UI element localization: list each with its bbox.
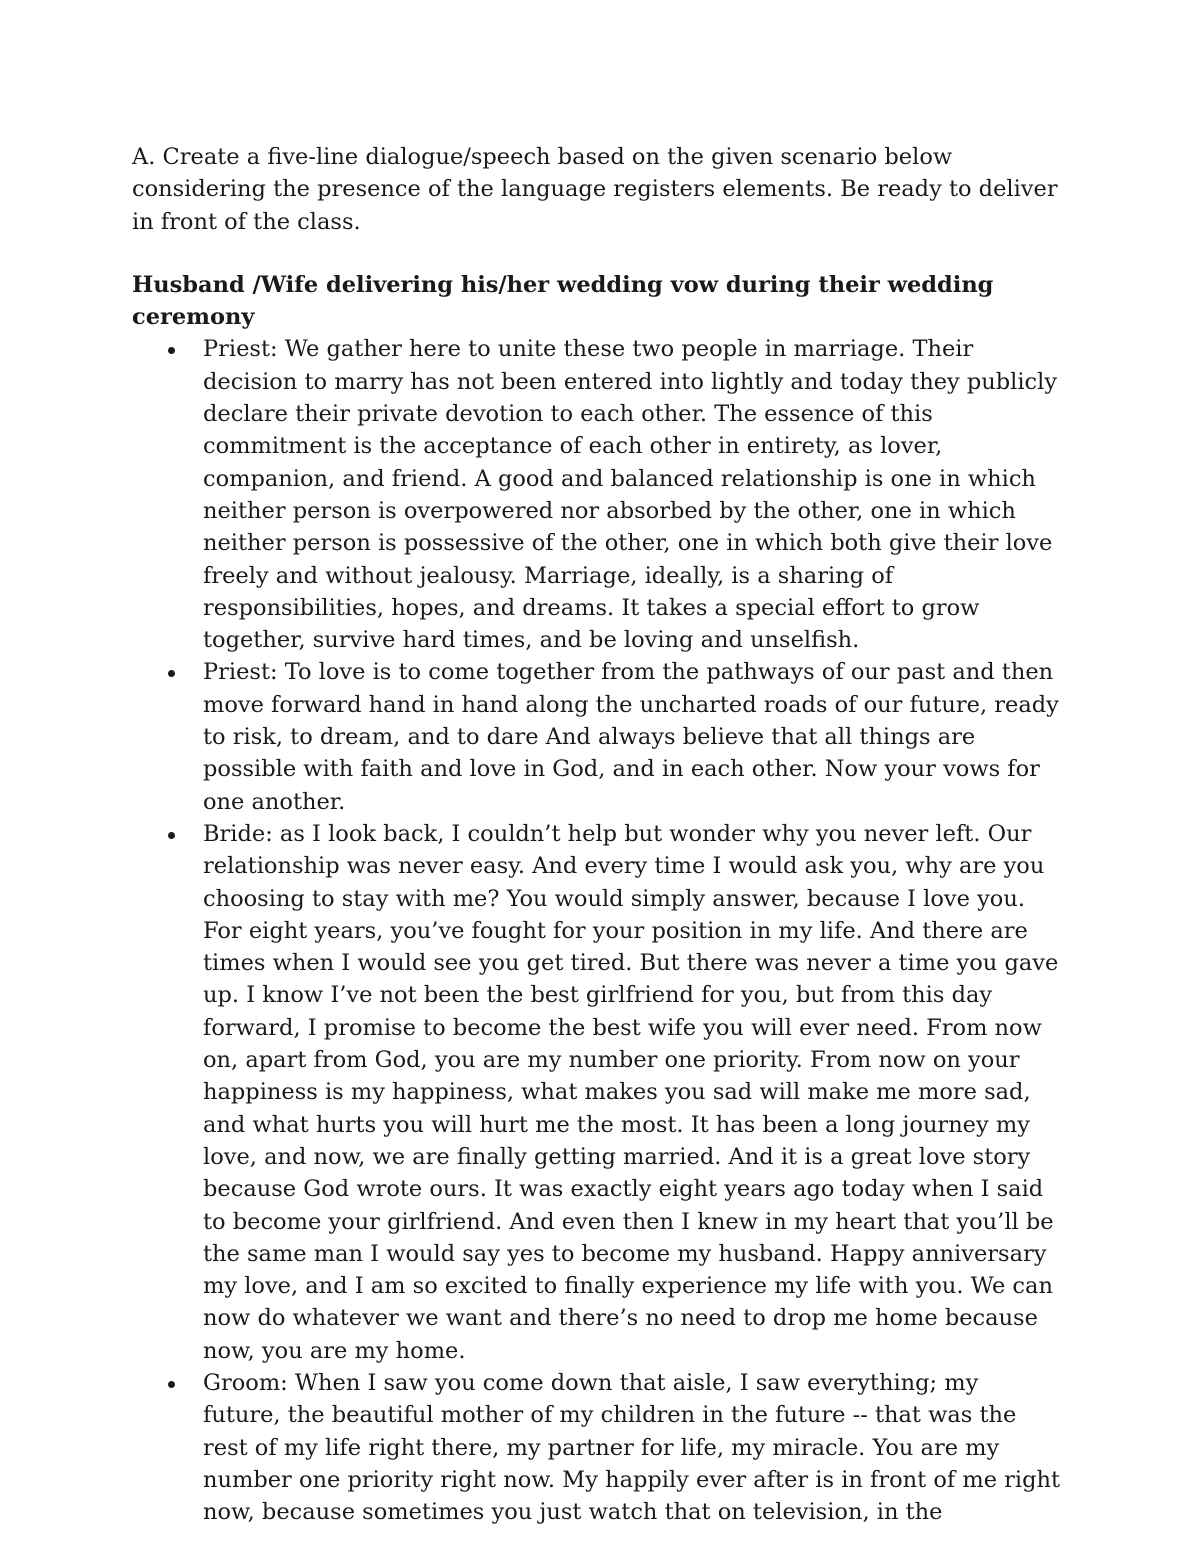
list-item-text: Priest: We gather here to unite these two people in marriage. Their decision to marry has not been entered into lightly and today they publicly declare their private devotion to each other. The essence of this commitment is the acceptance of each other in entirety, as lover, companion, and friend. A good and balanced relationship is one in which neither person is overpowered nor absorbed by the other, one in which neither person is possessive of the other, one in which both give their love freely and without jealousy. Marriage, ideally, is a sharing of responsibilities, hopes, and dreams. It takes a special effort to grow together, survive hard times, and be loving and unselfish. <box>203 336 1058 654</box>
list-item <box>132 1367 1062 1528</box>
bullet-icon <box>168 347 175 354</box>
instruction-paragraph: A. Create a five-line dialogue/speech based on the given scenario below considering the presence of the language registers elements. Be ready to deliver in front of the class. <box>132 144 1058 235</box>
list-item-text: Priest: To love is to come together from the pathways of our past and then move forward hand in hand along the uncharted roads of our future, ready to risk, to dream, and to dare And always believe that all things are possible with faith and love in God, and in each other. Now your vows for one another. <box>203 659 1059 815</box>
list-item-text: Bride: as I look back, I couldn’t help but wonder why you never left. Our relationship was never easy. And every time I would ask you, why are you choosing to stay with me? You would simply answer, because I love you. For eight years, you’ve fought for your position in my life. And there are times when I would see you get tired. But there was never a time you gave up. I know I’ve not been the best girlfriend for you, but from this day forward, I promise to become the best wife you will ever need. From now on, apart from God, you are my number one priority. From now on your happiness is my happiness, what makes you sad will make me more sad, and what hurts you will hurt me the most. It has been a long journey my love, and now, we are finally getting married. And it is a great love story because God wrote ours. It was exactly eight years ago today when I said to become your girlfriend. And even then I knew in my heart that you’ll be the same man I would say yes to become my husband. Happy anniversary my love, and I am so excited to finally experience my life with you. We can now do whatever we want and there’s no need to drop me home because now, you are my home. <box>203 820 1059 1364</box>
bullet-icon <box>168 670 175 677</box>
scenario-heading: Husband /Wife delivering his/her wedding vow during their wedding ceremony <box>132 271 994 331</box>
document-page <box>132 141 1062 1528</box>
list-item <box>132 818 1062 1367</box>
bullet-icon <box>168 1381 175 1388</box>
bullet-icon <box>168 832 175 839</box>
dialogue-list <box>132 333 1062 1528</box>
list-item <box>132 656 1062 817</box>
list-item-text: Groom: When I saw you come down that aisle, I saw everything; my future, the beautiful mother of my children in the future -- that was the rest of my life right there, my partner for life, my miracle. You are my number one priority right now. My happily ever after is in front of me right now, because sometimes you just watch that on television, in the <box>203 1369 1061 1526</box>
list-item <box>132 333 1062 656</box>
